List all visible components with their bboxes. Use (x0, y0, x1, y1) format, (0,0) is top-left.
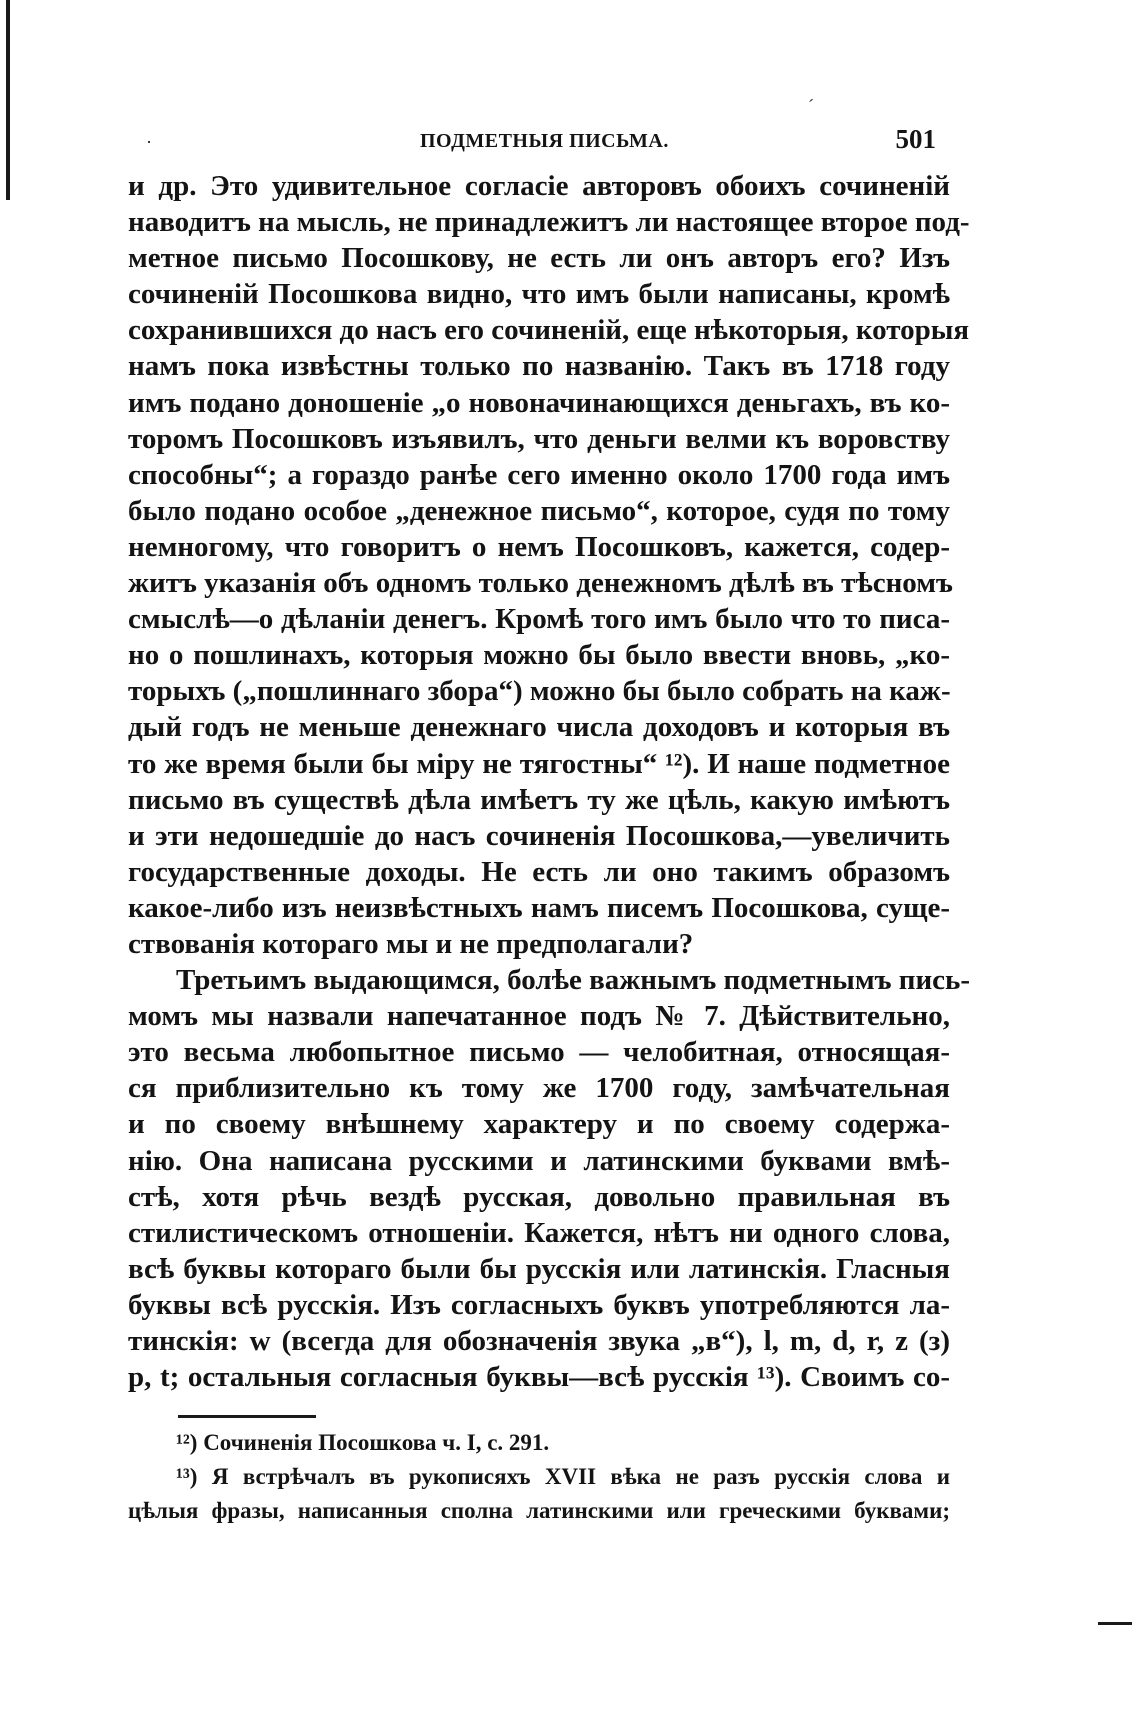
text-line: сочиненій Посошкова видно, что имъ были написаны, кромѣ (128, 278, 950, 311)
text-line: торомъ Посошковъ изъявилъ, что деньги велми къ воровству (128, 422, 950, 455)
footnotes (128, 1426, 950, 1528)
text-line: намъ пока извѣстны только по названію. Такъ въ 1718 году (128, 350, 950, 383)
paragraph-2 (128, 962, 971, 1395)
text-line: какое-либо изъ неизвѣстныхъ намъ писемъ Посошкова, суще- (128, 891, 950, 924)
text-line: Третьимъ выдающимся, болѣе важнымъ подметнымъ пись- (176, 964, 971, 997)
text-line: ствованія котораго мы и не предполагали? (128, 927, 694, 960)
footnote-divider (178, 1415, 316, 1418)
stray-mark: ˊ (808, 96, 814, 116)
text-line: письмо въ существѣ дѣла имѣетъ ту же цѣль, какую имѣютъ (128, 783, 950, 816)
text-line: наводитъ на мысль, не принадлежитъ ли настоящее второе под- (128, 206, 970, 239)
text-line: и др. Это удивительное согласіе авторовъ обоихъ сочиненій (128, 170, 950, 202)
text-line: имъ подано доношеніе „о новоначинающихся деньгахъ, въ ко- (128, 386, 950, 419)
footnote-13: ¹³) Я встрѣчалъ въ рукописяхъ XVII вѣка не разъ русскія слова и (176, 1464, 950, 1489)
text-line: тинскія: w (всегда для обозначенія звука „в“), l, m, d, r, z (з) (128, 1325, 950, 1357)
text-line: государственные доходы. Не есть ли оно такимъ образомъ (128, 855, 950, 888)
text-line: метное письмо Посошкову, не есть ли онъ авторъ его? Изъ (128, 242, 950, 275)
text-line: было подано особое „денежное письмо“, которое, судя по тому (128, 494, 950, 527)
page-number: 501 (895, 124, 936, 154)
text-line: смыслѣ—о дѣланіи денегъ. Кромѣ того имъ было что то писа- (128, 603, 950, 636)
text-line: стилистическомъ отношеніи. Кажется, нѣтъ ни одного слова, (128, 1216, 950, 1249)
text-line: и эти недошедшіе до насъ сочиненія Посошкова,—увеличить (128, 819, 950, 852)
header-dot: · (146, 132, 152, 152)
text-line: немногому, что говоритъ о немъ Посошковъ, кажется, содер- (128, 530, 950, 563)
text-line: ся приблизительно къ тому же 1700 году, замѣчательная (128, 1072, 950, 1105)
paragraph-1 (128, 168, 970, 962)
text-line: житъ указанія объ одномъ только денежномъ дѣлѣ въ тѣсномъ (128, 567, 953, 600)
text-line: но о пошлинахъ, которыя можно бы было ввести вновь, „ко- (128, 639, 950, 672)
text-line: стѣ, хотя рѣчь вездѣ русская, довольно правильная въ (128, 1180, 950, 1213)
page-edge-mark (6, 0, 10, 200)
text-line: торыхъ („пошлиннаго збора“) можно бы было собрать на каж- (128, 675, 951, 708)
running-head (130, 122, 950, 162)
text-line: буквы всѣ русскія. Изъ согласныхъ буквъ употребляются ла- (128, 1288, 950, 1321)
text-line: сохранившихся до насъ его сочиненій, еще нѣкоторыя, которыя (128, 314, 970, 347)
margin-mark (1098, 1622, 1132, 1625)
footnote-12: ¹²) Сочиненія Посошкова ч. I, с. 291. (176, 1430, 550, 1455)
text-line: и по своему внѣшнему характеру и по своему содержа- (128, 1108, 950, 1141)
text-line: способны“; а гораздо ранѣе сего именно около 1700 года имъ (128, 458, 950, 491)
page-title: ПОДМЕТНЫЯ ПИСЬМА. (420, 130, 669, 152)
footnote-13-continued: цѣлыя фразы, написанныя сполна латинскими или греческими буквами; (128, 1498, 950, 1523)
text-line: это весьма любопытное письмо — челобитная, относящая- (128, 1036, 950, 1069)
text-line: дый годъ не меньше денежнаго числа доходовъ и которыя въ (128, 711, 950, 744)
text-line: то же время были бы міру не тягостны“ ¹²). И наше подметное (128, 747, 950, 780)
text-line: нію. Она написана русскими и латинскими буквами вмѣ- (128, 1144, 950, 1177)
text-line: p, t; остальныя согласныя буквы—всѣ русскія ¹³). Своимъ со- (128, 1361, 950, 1394)
text-line: момъ мы назвали напечатанное подъ № 7. Дѣйствительно, (128, 1000, 950, 1033)
text-line: всѣ буквы котораго были бы русскія или латинскія. Гласныя (128, 1252, 950, 1285)
body-text (128, 168, 971, 1395)
